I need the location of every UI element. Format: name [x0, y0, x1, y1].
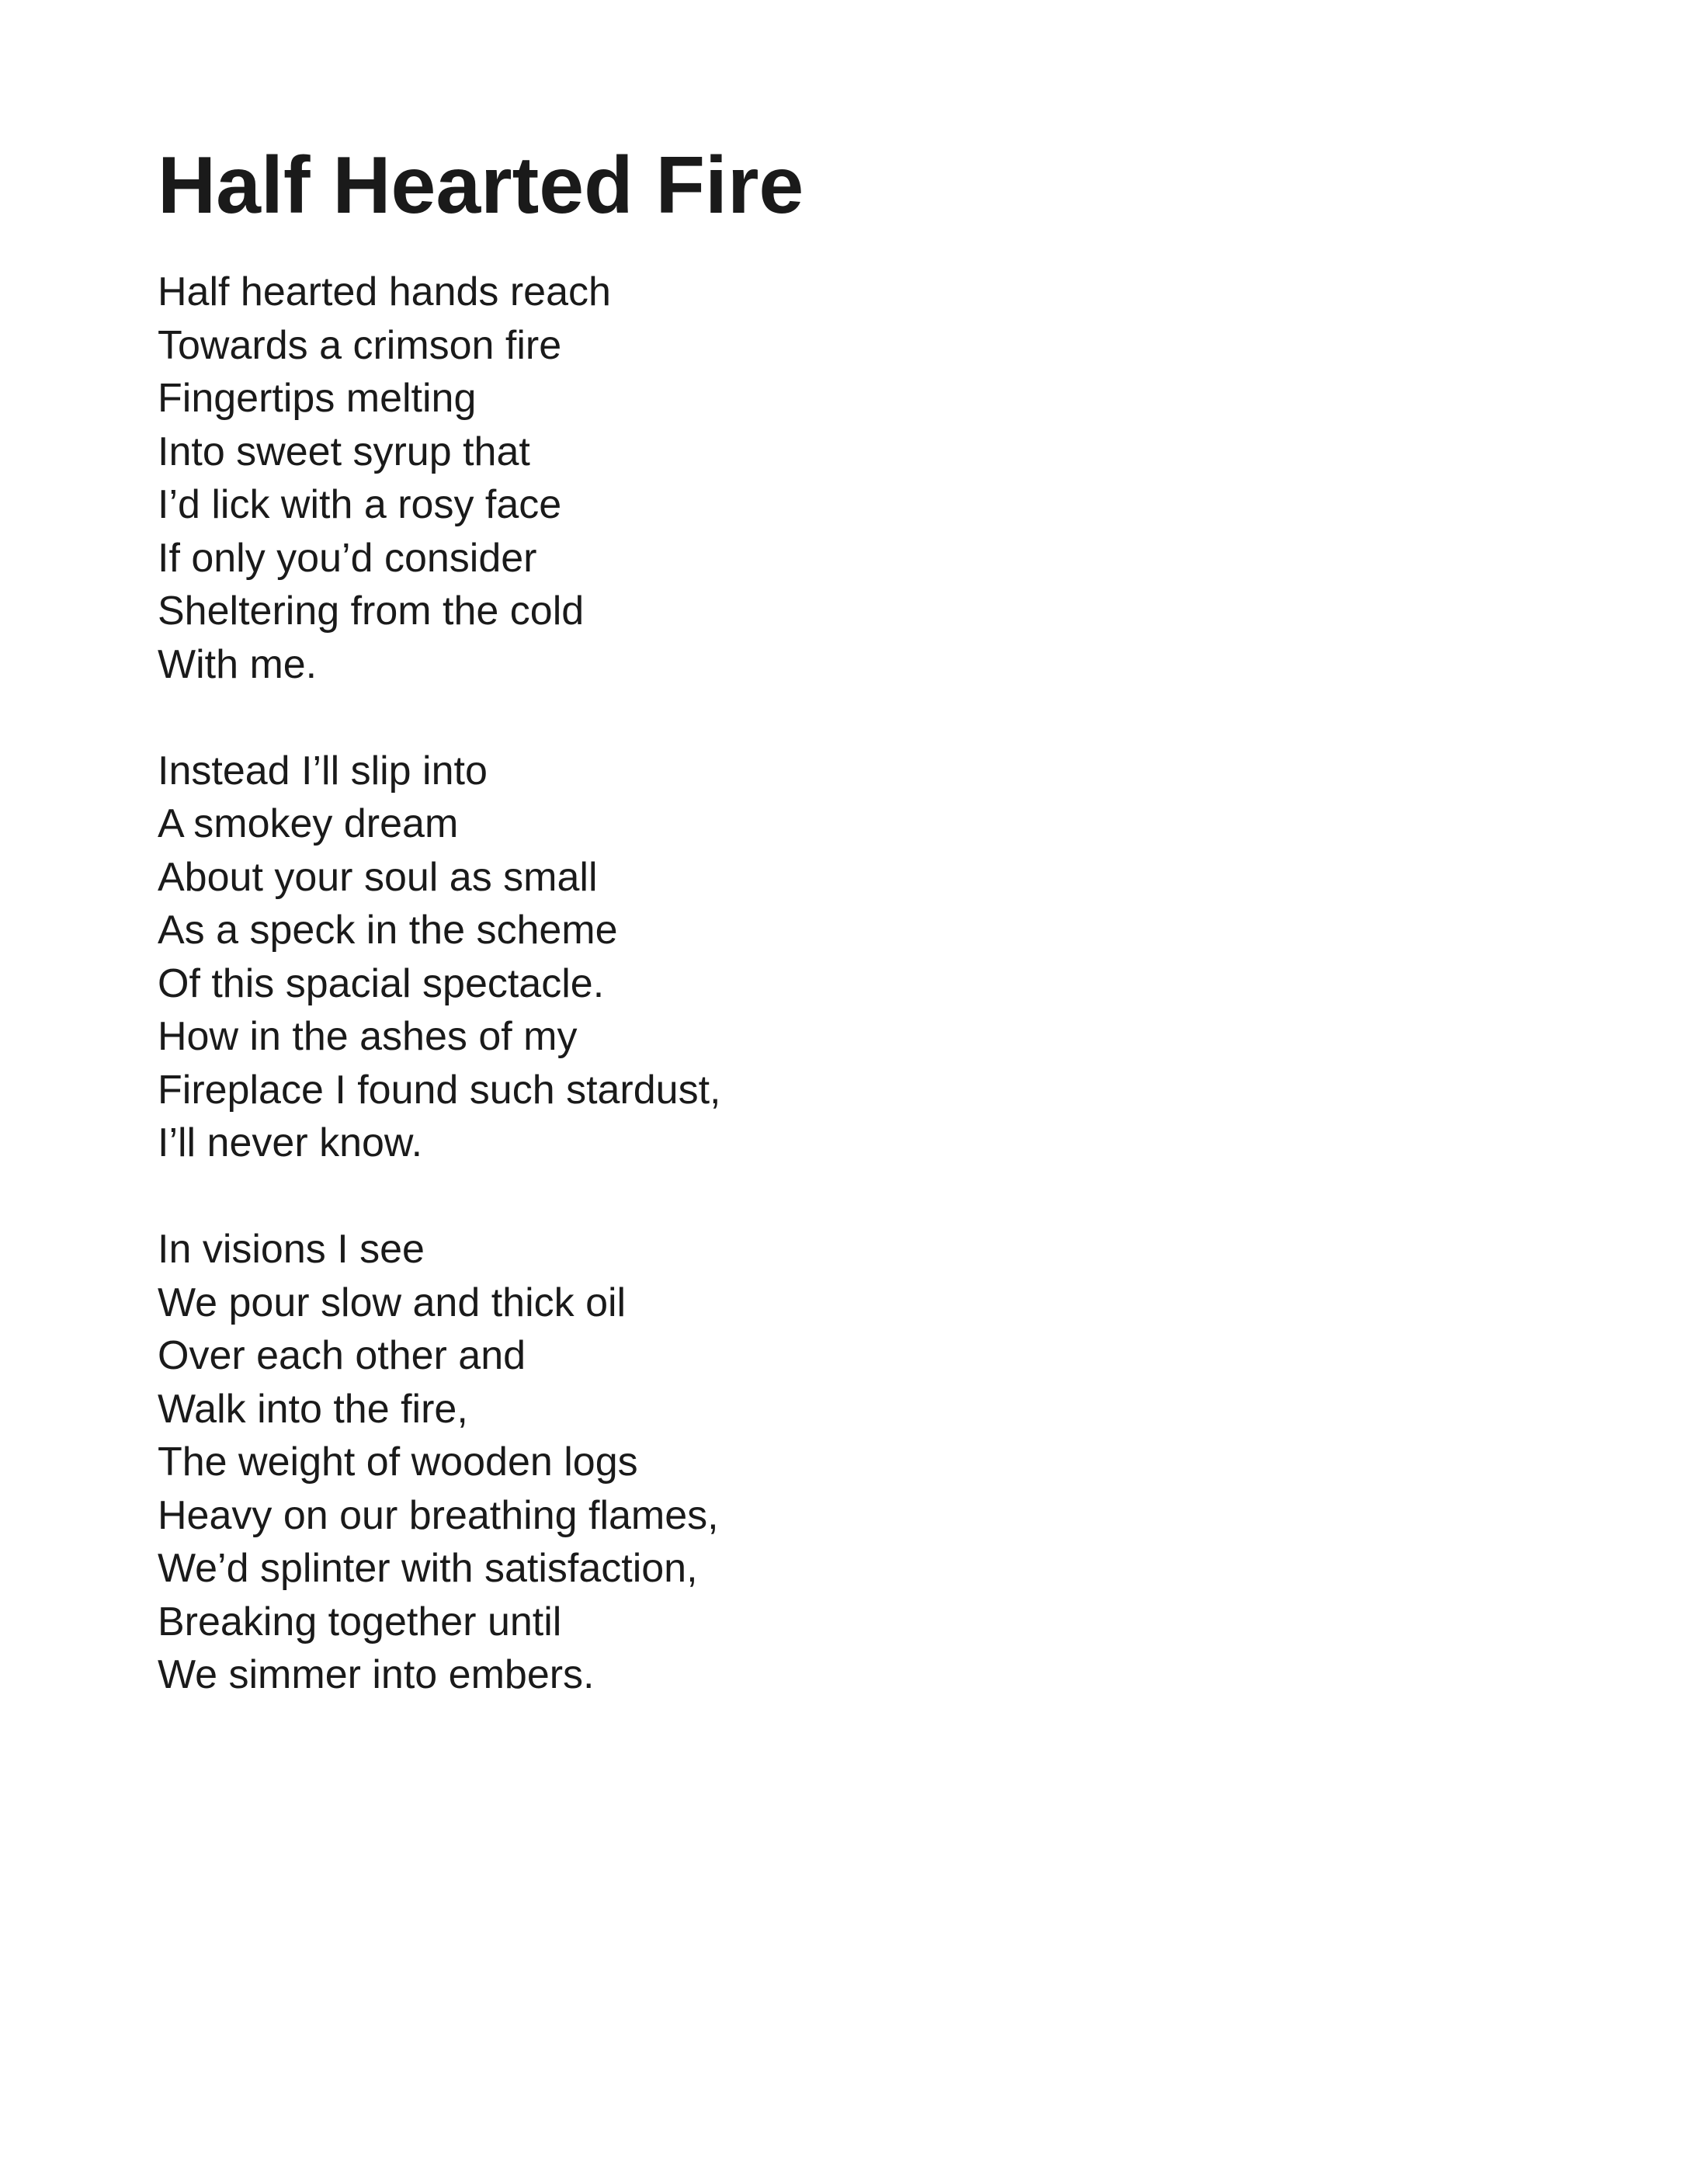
- poem-line: The weight of wooden logs: [158, 1439, 638, 1485]
- poem-line: Breaking together until: [158, 1599, 562, 1644]
- poem-line: A smokey dream: [158, 801, 459, 846]
- poem-line: Towards a crimson fire: [158, 322, 562, 368]
- poem-line: About your soul as small: [158, 854, 598, 900]
- poem-line: Of this spacial spectacle.: [158, 960, 605, 1006]
- poem-line: I’d lick with a rosy face: [158, 482, 562, 527]
- poem-line: If only you’d consider: [158, 535, 537, 581]
- poem: [158, 141, 1245, 1702]
- poem-line: With me.: [158, 641, 318, 687]
- stanza-3: [158, 1223, 1245, 1702]
- poem-line: Into sweet syrup that: [158, 429, 530, 474]
- poem-line: Half hearted hands reach: [158, 269, 611, 314]
- poem-title: Half Hearted Fire: [158, 141, 804, 231]
- poem-line: We pour slow and thick oil: [158, 1280, 627, 1325]
- poem-line: In visions I see: [158, 1227, 425, 1272]
- poem-line: Over each other and: [158, 1333, 526, 1378]
- stanza-1: [158, 266, 1245, 691]
- poem-line: How in the ashes of my: [158, 1014, 578, 1059]
- poem-line: As a speck in the scheme: [158, 908, 618, 953]
- poem-line: We simmer into embers.: [158, 1652, 595, 1697]
- stanza-2: [158, 745, 1245, 1170]
- poem-line: Walk into the fire,: [158, 1386, 468, 1432]
- poem-line: I’ll never know.: [158, 1120, 423, 1165]
- poem-line: Fireplace I found such stardust,: [158, 1067, 721, 1113]
- poem-line: Fingertips melting: [158, 376, 477, 421]
- poem-line: Instead I’ll slip into: [158, 748, 488, 794]
- poem-line: Sheltering from the cold: [158, 589, 585, 634]
- poem-line: Heavy on our breathing flames,: [158, 1492, 719, 1538]
- poem-line: We’d splinter with satisfaction,: [158, 1546, 698, 1591]
